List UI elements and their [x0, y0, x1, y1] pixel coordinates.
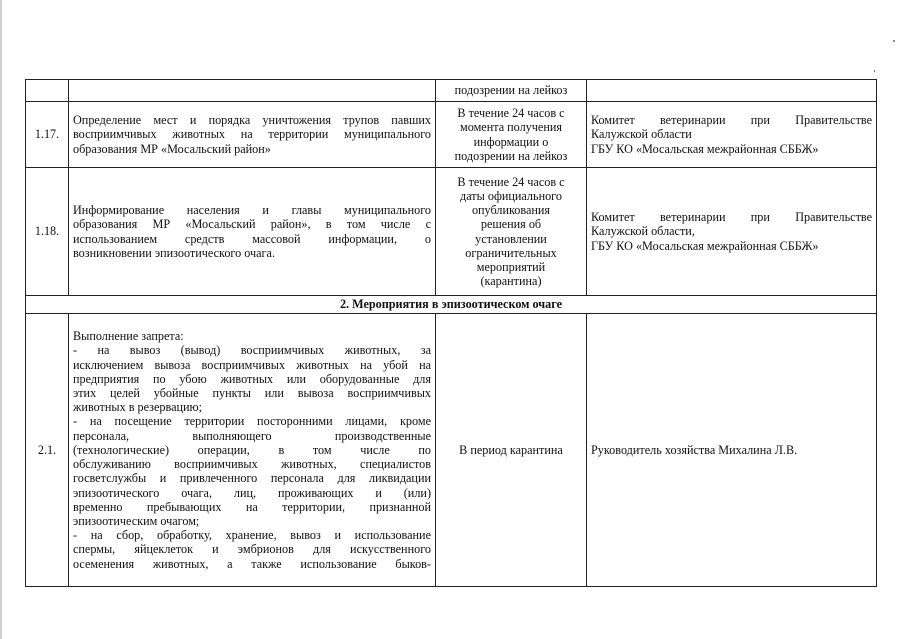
term-line: (карантина): [480, 274, 542, 289]
measure-line: эпизоотического очага, лиц, проживающих и (или): [73, 485, 431, 500]
measure-line: образования МР «Мосальский район», в том числе с: [73, 217, 431, 232]
row-number: [26, 80, 69, 102]
row-number: 1.18.: [26, 168, 69, 296]
scan-speck: [893, 40, 895, 42]
measure-line: - на вывоз (вывод) восприимчивых животных, за: [73, 343, 431, 358]
measure-line: обслуживанию восприимчивых животных, специалистов: [73, 457, 431, 472]
measure-line: Выполнение запрета:: [73, 329, 184, 344]
row-number: 1.17.: [26, 102, 69, 168]
table-row-1-18: [26, 168, 877, 296]
responsible-cell: [587, 168, 877, 296]
term-line: мероприятий: [476, 259, 546, 274]
measure-line: осеменения животных, а также использование быков-: [73, 556, 431, 571]
term-line: решения об: [480, 217, 542, 232]
measure-line: Информирование населения и главы муниципального: [73, 203, 431, 218]
section-row: [26, 296, 877, 314]
responsible-cell: [587, 80, 877, 102]
term-cell: [436, 168, 587, 296]
row-number: 2.1.: [26, 314, 69, 587]
measure-cell: [69, 80, 436, 102]
responsible-line: Комитет ветеринарии при Правительстве: [591, 210, 872, 225]
term-line: ограничительных: [465, 245, 557, 260]
term-line: даты официального: [460, 188, 562, 203]
measure-line: использованием средств массовой информации, о: [73, 231, 431, 246]
term-cell: подозрении на лейкоз: [436, 80, 587, 102]
measure-line: образования МР «Мосальский район»: [73, 141, 271, 156]
scan-edge: [0, 0, 2, 639]
responsible-cell: [587, 102, 877, 168]
measure-line: эпизоотическим очагом;: [73, 513, 200, 528]
measure-line: возникновении эпизоотического очага.: [73, 245, 276, 260]
term-line: установлении: [475, 231, 547, 246]
table-row: [26, 80, 877, 102]
measure-line: временно пребывающих на территории, признанной: [73, 499, 431, 514]
section-title: 2. Мероприятия в эпизоотическом очаге: [26, 296, 877, 314]
measure-line: исключением вывоза восприимчивых животных на убой на: [73, 357, 431, 372]
responsible-line: Комитет ветеринарии при Правительстве: [591, 113, 872, 128]
measure-line: - на сбор, обработку, хранение, вывоз и использование: [73, 528, 431, 543]
measure-line: госветслужбы и привлеченного персонала для ликвидации: [73, 471, 431, 486]
measure-line: восприимчивых животных на территории муниципального: [73, 127, 431, 142]
term-cell: В период карантина: [436, 314, 587, 587]
measure-cell: [69, 102, 436, 168]
measure-line: Определение мест и порядка уничтожения трупов павших: [73, 113, 431, 128]
measure-line: предприятия по убою животных или оборудованные для: [73, 371, 431, 386]
term-line: опубликования: [471, 203, 551, 218]
measure-line: спермы, яйцеклеток и эмбрионов для искусственного: [73, 542, 431, 557]
table-row-1-17: [26, 102, 877, 168]
measure-cell: [69, 314, 436, 587]
responsible-line: Калужской области: [591, 127, 692, 142]
measure-cell: [69, 168, 436, 296]
measure-line: животных в резервацию;: [73, 400, 203, 415]
term-line: информации о: [473, 134, 549, 149]
responsible-line: Калужской области,: [591, 224, 695, 239]
responsible-line: ГБУ КО «Мосальская межрайонная СББЖ»: [591, 238, 819, 253]
measure-line: - на посещение территории посторонними лицами, кроме: [73, 414, 431, 429]
measure-line: этих целей убойные пункты или вывоза восприимчивых: [73, 386, 431, 401]
term-line: В течение 24 часов с: [457, 174, 565, 189]
term-line: момента получения: [460, 120, 562, 135]
scan-speck: [874, 70, 875, 72]
measure-line: персонала, выполняющего производственные: [73, 428, 431, 443]
measure-line: (технологические) операции, в том числе по: [73, 442, 431, 457]
measures-table: [25, 79, 877, 587]
responsible-cell: Руководитель хозяйства Михалина Л.В.: [587, 314, 877, 587]
responsible-line: ГБУ КО «Мосальская межрайонная СББЖ»: [591, 141, 819, 156]
term-cell: [436, 102, 587, 168]
term-line: В течение 24 часов с: [457, 106, 565, 121]
table-row-2-1: [26, 314, 877, 587]
term-line: подозрении на лейкоз: [454, 148, 568, 163]
